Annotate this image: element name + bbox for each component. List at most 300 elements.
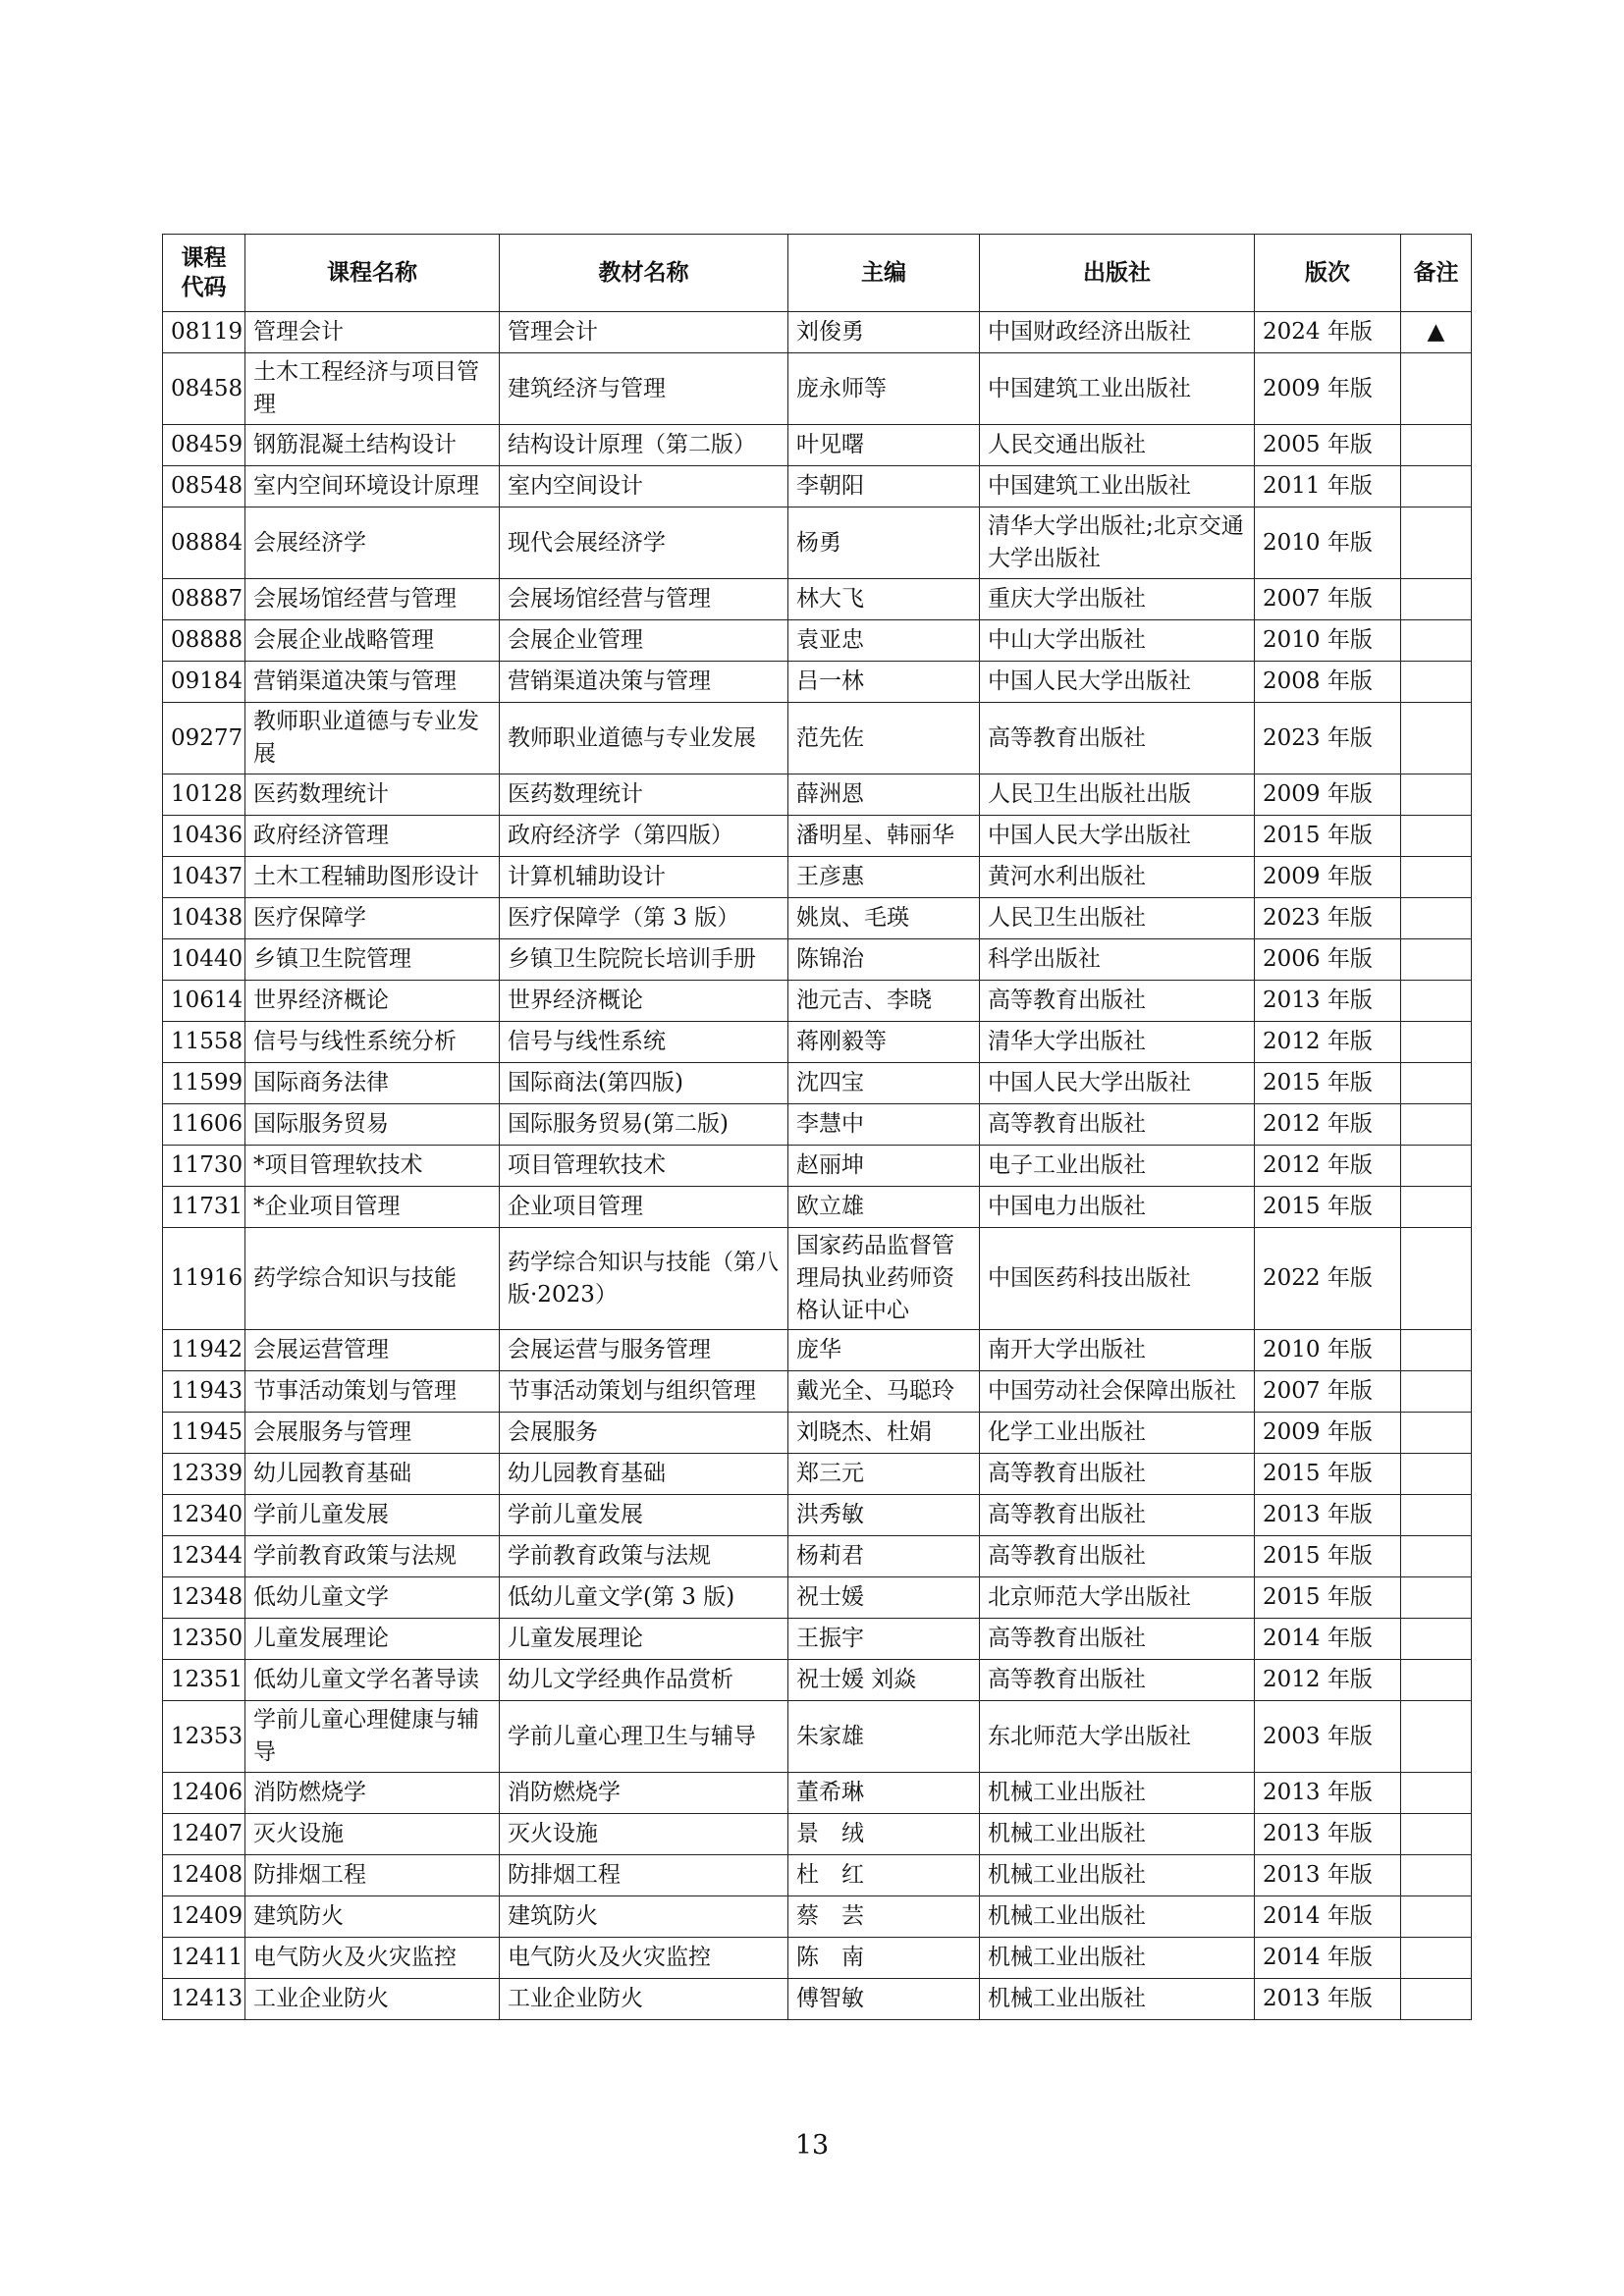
publisher-cell: 机械工业出版社 — [980, 1896, 1255, 1938]
editor-cell: 欧立雄 — [788, 1187, 980, 1228]
table-row — [163, 507, 1472, 579]
edition-cell: 2003 年版 — [1255, 1701, 1401, 1773]
course-name-cell: 低幼儿童文学名著导读 — [245, 1660, 500, 1701]
editor-cell: 戴光全、马聪玲 — [788, 1371, 980, 1413]
publisher-cell: 电子工业出版社 — [980, 1146, 1255, 1187]
editor-cell: 池元吉、李晓 — [788, 981, 980, 1022]
textbook-table — [162, 234, 1472, 2020]
course-name-cell: 土木工程辅助图形设计 — [245, 857, 500, 898]
course-code-cell: 10438 — [163, 898, 245, 939]
publisher-cell: 中国劳动社会保障出版社 — [980, 1371, 1255, 1413]
editor-cell: 沈四宝 — [788, 1063, 980, 1104]
publisher-cell: 中国电力出版社 — [980, 1187, 1255, 1228]
header-course-code: 课程代码 — [163, 235, 245, 312]
publisher-cell: 东北师范大学出版社 — [980, 1701, 1255, 1773]
textbook-name-cell: 结构设计原理（第二版） — [500, 425, 788, 466]
remark-cell — [1401, 1701, 1472, 1773]
course-code-cell: 08884 — [163, 507, 245, 579]
edition-cell: 2013 年版 — [1255, 1979, 1401, 2020]
publisher-cell: 高等教育出版社 — [980, 1619, 1255, 1660]
table-row — [163, 1896, 1472, 1938]
edition-cell: 2009 年版 — [1255, 774, 1401, 816]
editor-cell: 王彦惠 — [788, 857, 980, 898]
course-code-cell: 12350 — [163, 1619, 245, 1660]
edition-cell: 2013 年版 — [1255, 1855, 1401, 1896]
publisher-cell: 中山大学出版社 — [980, 620, 1255, 662]
course-code-cell: 08458 — [163, 353, 245, 425]
table-header-row — [163, 235, 1472, 312]
edition-cell: 2010 年版 — [1255, 620, 1401, 662]
table-row — [163, 703, 1472, 774]
remark-cell — [1401, 1773, 1472, 1814]
edition-cell: 2009 年版 — [1255, 857, 1401, 898]
textbook-name-cell: 建筑防火 — [500, 1896, 788, 1938]
remark-cell — [1401, 1371, 1472, 1413]
remark-cell — [1401, 1896, 1472, 1938]
publisher-cell: 人民卫生出版社出版 — [980, 774, 1255, 816]
remark-cell — [1401, 816, 1472, 857]
publisher-cell: 化学工业出版社 — [980, 1413, 1255, 1454]
edition-cell: 2024 年版 — [1255, 312, 1401, 353]
remark-cell — [1401, 1660, 1472, 1701]
course-name-cell: 会展服务与管理 — [245, 1413, 500, 1454]
table-row — [163, 1814, 1472, 1855]
table-row — [163, 353, 1472, 425]
textbook-name-cell: 节事活动策划与组织管理 — [500, 1371, 788, 1413]
publisher-cell: 机械工业出版社 — [980, 1979, 1255, 2020]
course-name-cell: 医疗保障学 — [245, 898, 500, 939]
textbook-name-cell: 国际服务贸易(第二版) — [500, 1104, 788, 1146]
textbook-name-cell: 会展企业管理 — [500, 620, 788, 662]
editor-cell: 杨勇 — [788, 507, 980, 579]
remark-cell — [1401, 1330, 1472, 1371]
header-edition: 版次 — [1255, 235, 1401, 312]
publisher-cell: 中国建筑工业出版社 — [980, 466, 1255, 507]
edition-cell: 2007 年版 — [1255, 579, 1401, 620]
textbook-name-cell: 灭火设施 — [500, 1814, 788, 1855]
course-code-cell: 08888 — [163, 620, 245, 662]
publisher-cell: 黄河水利出版社 — [980, 857, 1255, 898]
table-row — [163, 1855, 1472, 1896]
course-name-cell: 节事活动策划与管理 — [245, 1371, 500, 1413]
editor-cell: 陈 南 — [788, 1938, 980, 1979]
edition-cell: 2011 年版 — [1255, 466, 1401, 507]
course-name-cell: 会展企业战略管理 — [245, 620, 500, 662]
edition-cell: 2012 年版 — [1255, 1146, 1401, 1187]
remark-cell — [1401, 507, 1472, 579]
remark-cell — [1401, 1454, 1472, 1495]
course-code-cell: 11916 — [163, 1228, 245, 1330]
course-name-cell: 学前儿童发展 — [245, 1495, 500, 1536]
editor-cell: 李慧中 — [788, 1104, 980, 1146]
publisher-cell: 清华大学出版社 — [980, 1022, 1255, 1063]
remark-cell — [1401, 620, 1472, 662]
course-code-cell: 10128 — [163, 774, 245, 816]
editor-cell: 董希琳 — [788, 1773, 980, 1814]
textbook-name-cell: 世界经济概论 — [500, 981, 788, 1022]
course-name-cell: 信号与线性系统分析 — [245, 1022, 500, 1063]
editor-cell: 陈锦治 — [788, 939, 980, 981]
course-name-cell: *企业项目管理 — [245, 1187, 500, 1228]
course-code-cell: 12351 — [163, 1660, 245, 1701]
editor-cell: 刘俊勇 — [788, 312, 980, 353]
course-code-cell: 12348 — [163, 1577, 245, 1619]
editor-cell: 祝士媛 — [788, 1577, 980, 1619]
course-name-cell: 钢筋混凝土结构设计 — [245, 425, 500, 466]
table-row — [163, 466, 1472, 507]
header-remark: 备注 — [1401, 235, 1472, 312]
table-row — [163, 1660, 1472, 1701]
publisher-cell: 中国财政经济出版社 — [980, 312, 1255, 353]
edition-cell: 2015 年版 — [1255, 1063, 1401, 1104]
course-name-cell: 会展运营管理 — [245, 1330, 500, 1371]
course-code-cell: 12339 — [163, 1454, 245, 1495]
course-code-cell: 11730 — [163, 1146, 245, 1187]
textbook-name-cell: 建筑经济与管理 — [500, 353, 788, 425]
remark-cell — [1401, 857, 1472, 898]
edition-cell: 2022 年版 — [1255, 1228, 1401, 1330]
course-name-cell: 建筑防火 — [245, 1896, 500, 1938]
edition-cell: 2023 年版 — [1255, 703, 1401, 774]
editor-cell: 景 绒 — [788, 1814, 980, 1855]
publisher-cell: 南开大学出版社 — [980, 1330, 1255, 1371]
table-row — [163, 662, 1472, 703]
edition-cell: 2015 年版 — [1255, 1454, 1401, 1495]
table-row — [163, 1022, 1472, 1063]
remark-cell — [1401, 353, 1472, 425]
edition-cell: 2007 年版 — [1255, 1371, 1401, 1413]
editor-cell: 潘明星、韩丽华 — [788, 816, 980, 857]
editor-cell: 杜 红 — [788, 1855, 980, 1896]
remark-cell — [1401, 1855, 1472, 1896]
edition-cell: 2008 年版 — [1255, 662, 1401, 703]
course-code-cell: 10437 — [163, 857, 245, 898]
textbook-name-cell: 计算机辅助设计 — [500, 857, 788, 898]
table-row — [163, 816, 1472, 857]
remark-cell: ▲ — [1401, 312, 1472, 353]
remark-cell — [1401, 466, 1472, 507]
textbook-name-cell: 营销渠道决策与管理 — [500, 662, 788, 703]
editor-cell: 李朝阳 — [788, 466, 980, 507]
remark-cell — [1401, 981, 1472, 1022]
course-code-cell: 11599 — [163, 1063, 245, 1104]
table-row — [163, 1938, 1472, 1979]
course-name-cell: 灭火设施 — [245, 1814, 500, 1855]
course-name-cell: 防排烟工程 — [245, 1855, 500, 1896]
course-name-cell: 学前儿童心理健康与辅导 — [245, 1701, 500, 1773]
course-code-cell: 11558 — [163, 1022, 245, 1063]
publisher-cell: 高等教育出版社 — [980, 1495, 1255, 1536]
publisher-cell: 高等教育出版社 — [980, 1104, 1255, 1146]
publisher-cell: 中国医药科技出版社 — [980, 1228, 1255, 1330]
remark-cell — [1401, 898, 1472, 939]
editor-cell: 王振宇 — [788, 1619, 980, 1660]
table-row — [163, 857, 1472, 898]
table-body — [163, 312, 1472, 2020]
remark-cell — [1401, 1619, 1472, 1660]
table-row — [163, 1701, 1472, 1773]
course-code-cell: 09184 — [163, 662, 245, 703]
course-name-cell: 教师职业道德与专业发展 — [245, 703, 500, 774]
editor-cell: 姚岚、毛瑛 — [788, 898, 980, 939]
remark-cell — [1401, 1938, 1472, 1979]
course-code-cell: 12413 — [163, 1979, 245, 2020]
remark-cell — [1401, 1979, 1472, 2020]
remark-cell — [1401, 1146, 1472, 1187]
textbook-name-cell: 电气防火及火灾监控 — [500, 1938, 788, 1979]
editor-cell: 庞永师等 — [788, 353, 980, 425]
edition-cell: 2015 年版 — [1255, 1187, 1401, 1228]
course-name-cell: 土木工程经济与项目管理 — [245, 353, 500, 425]
course-code-cell: 08887 — [163, 579, 245, 620]
course-code-cell: 11606 — [163, 1104, 245, 1146]
editor-cell: 吕一林 — [788, 662, 980, 703]
editor-cell: 赵丽坤 — [788, 1146, 980, 1187]
editor-cell: 朱家雄 — [788, 1701, 980, 1773]
table-row — [163, 620, 1472, 662]
publisher-cell: 人民卫生出版社 — [980, 898, 1255, 939]
table-row — [163, 1619, 1472, 1660]
header-publisher: 出版社 — [980, 235, 1255, 312]
table-row — [163, 1187, 1472, 1228]
editor-cell: 郑三元 — [788, 1454, 980, 1495]
table-row — [163, 1063, 1472, 1104]
publisher-cell: 中国人民大学出版社 — [980, 816, 1255, 857]
course-code-cell: 10436 — [163, 816, 245, 857]
textbook-name-cell: 儿童发展理论 — [500, 1619, 788, 1660]
textbook-name-cell: 会展服务 — [500, 1413, 788, 1454]
course-name-cell: 低幼儿童文学 — [245, 1577, 500, 1619]
edition-cell: 2014 年版 — [1255, 1938, 1401, 1979]
publisher-cell: 科学出版社 — [980, 939, 1255, 981]
table-row — [163, 1454, 1472, 1495]
edition-cell: 2015 年版 — [1255, 1577, 1401, 1619]
textbook-name-cell: 管理会计 — [500, 312, 788, 353]
textbook-name-cell: 低幼儿童文学(第 3 版) — [500, 1577, 788, 1619]
course-code-cell: 11942 — [163, 1330, 245, 1371]
course-name-cell: 药学综合知识与技能 — [245, 1228, 500, 1330]
editor-cell: 薛洲恩 — [788, 774, 980, 816]
editor-cell: 蔡 芸 — [788, 1896, 980, 1938]
table-row — [163, 939, 1472, 981]
table-row — [163, 1330, 1472, 1371]
edition-cell: 2013 年版 — [1255, 1814, 1401, 1855]
textbook-name-cell: 医药数理统计 — [500, 774, 788, 816]
editor-cell: 祝士媛 刘焱 — [788, 1660, 980, 1701]
textbook-name-cell: 信号与线性系统 — [500, 1022, 788, 1063]
edition-cell: 2013 年版 — [1255, 1495, 1401, 1536]
course-name-cell: 政府经济管理 — [245, 816, 500, 857]
course-code-cell: 12407 — [163, 1814, 245, 1855]
course-name-cell: 医药数理统计 — [245, 774, 500, 816]
course-code-cell: 12340 — [163, 1495, 245, 1536]
editor-cell: 林大飞 — [788, 579, 980, 620]
edition-cell: 2013 年版 — [1255, 1773, 1401, 1814]
table-row — [163, 1413, 1472, 1454]
edition-cell: 2009 年版 — [1255, 353, 1401, 425]
course-code-cell: 10614 — [163, 981, 245, 1022]
edition-cell: 2006 年版 — [1255, 939, 1401, 981]
course-code-cell: 10440 — [163, 939, 245, 981]
remark-cell — [1401, 939, 1472, 981]
textbook-name-cell: 现代会展经济学 — [500, 507, 788, 579]
edition-cell: 2015 年版 — [1255, 1536, 1401, 1577]
publisher-cell: 机械工业出版社 — [980, 1938, 1255, 1979]
course-name-cell: 世界经济概论 — [245, 981, 500, 1022]
textbook-table-container — [162, 234, 1471, 2020]
publisher-cell: 中国建筑工业出版社 — [980, 353, 1255, 425]
course-name-cell: 营销渠道决策与管理 — [245, 662, 500, 703]
table-row — [163, 981, 1472, 1022]
table-row — [163, 1979, 1472, 2020]
edition-cell: 2013 年版 — [1255, 981, 1401, 1022]
course-code-cell: 08119 — [163, 312, 245, 353]
edition-cell: 2012 年版 — [1255, 1660, 1401, 1701]
textbook-name-cell: 工业企业防火 — [500, 1979, 788, 2020]
remark-cell — [1401, 1228, 1472, 1330]
editor-cell: 庞华 — [788, 1330, 980, 1371]
textbook-name-cell: 学前儿童心理卫生与辅导 — [500, 1701, 788, 1773]
course-code-cell: 11943 — [163, 1371, 245, 1413]
publisher-cell: 高等教育出版社 — [980, 703, 1255, 774]
header-textbook-name: 教材名称 — [500, 235, 788, 312]
table-row — [163, 1146, 1472, 1187]
table-row — [163, 312, 1472, 353]
course-name-cell: 电气防火及火灾监控 — [245, 1938, 500, 1979]
table-row — [163, 1104, 1472, 1146]
course-code-cell: 12353 — [163, 1701, 245, 1773]
course-name-cell: 管理会计 — [245, 312, 500, 353]
textbook-name-cell: 乡镇卫生院院长培训手册 — [500, 939, 788, 981]
textbook-name-cell: 药学综合知识与技能（第八版·2023） — [500, 1228, 788, 1330]
table-row — [163, 1228, 1472, 1330]
editor-cell: 蒋刚毅等 — [788, 1022, 980, 1063]
course-name-cell: 消防燃烧学 — [245, 1773, 500, 1814]
textbook-name-cell: 幼儿文学经典作品赏析 — [500, 1660, 788, 1701]
course-code-cell: 12344 — [163, 1536, 245, 1577]
page-number: 13 — [794, 2130, 830, 2161]
table-row — [163, 1577, 1472, 1619]
publisher-cell: 中国人民大学出版社 — [980, 1063, 1255, 1104]
edition-cell: 2014 年版 — [1255, 1896, 1401, 1938]
remark-cell — [1401, 662, 1472, 703]
publisher-cell: 机械工业出版社 — [980, 1855, 1255, 1896]
remark-cell — [1401, 1413, 1472, 1454]
textbook-name-cell: 项目管理软技术 — [500, 1146, 788, 1187]
edition-cell: 2023 年版 — [1255, 898, 1401, 939]
course-code-cell: 12408 — [163, 1855, 245, 1896]
course-name-cell: 儿童发展理论 — [245, 1619, 500, 1660]
course-name-cell: 会展场馆经营与管理 — [245, 579, 500, 620]
remark-cell — [1401, 1814, 1472, 1855]
publisher-cell: 高等教育出版社 — [980, 981, 1255, 1022]
textbook-name-cell: 国际商法(第四版) — [500, 1063, 788, 1104]
textbook-name-cell: 学前儿童发展 — [500, 1495, 788, 1536]
textbook-name-cell: 企业项目管理 — [500, 1187, 788, 1228]
editor-cell: 袁亚忠 — [788, 620, 980, 662]
editor-cell: 国家药品监督管理局执业药师资格认证中心 — [788, 1228, 980, 1330]
publisher-cell: 重庆大学出版社 — [980, 579, 1255, 620]
table-row — [163, 1773, 1472, 1814]
remark-cell — [1401, 1063, 1472, 1104]
remark-cell — [1401, 1495, 1472, 1536]
course-code-cell: 08548 — [163, 466, 245, 507]
course-code-cell: 12411 — [163, 1938, 245, 1979]
edition-cell: 2015 年版 — [1255, 816, 1401, 857]
edition-cell: 2005 年版 — [1255, 425, 1401, 466]
course-name-cell: *项目管理软技术 — [245, 1146, 500, 1187]
publisher-cell: 清华大学出版社;北京交通大学出版社 — [980, 507, 1255, 579]
publisher-cell: 北京师范大学出版社 — [980, 1577, 1255, 1619]
remark-cell — [1401, 774, 1472, 816]
publisher-cell: 中国人民大学出版社 — [980, 662, 1255, 703]
textbook-name-cell: 消防燃烧学 — [500, 1773, 788, 1814]
edition-cell: 2009 年版 — [1255, 1413, 1401, 1454]
table-row — [163, 425, 1472, 466]
edition-cell: 2012 年版 — [1255, 1104, 1401, 1146]
textbook-name-cell: 医疗保障学（第 3 版） — [500, 898, 788, 939]
remark-cell — [1401, 1104, 1472, 1146]
edition-cell: 2010 年版 — [1255, 507, 1401, 579]
textbook-name-cell: 会展场馆经营与管理 — [500, 579, 788, 620]
publisher-cell: 机械工业出版社 — [980, 1814, 1255, 1855]
textbook-name-cell: 教师职业道德与专业发展 — [500, 703, 788, 774]
remark-cell — [1401, 1536, 1472, 1577]
editor-cell: 傅智敏 — [788, 1979, 980, 2020]
editor-cell: 范先佐 — [788, 703, 980, 774]
course-name-cell: 会展经济学 — [245, 507, 500, 579]
course-code-cell: 09277 — [163, 703, 245, 774]
textbook-name-cell: 室内空间设计 — [500, 466, 788, 507]
editor-cell: 洪秀敏 — [788, 1495, 980, 1536]
remark-cell — [1401, 1577, 1472, 1619]
course-name-cell: 工业企业防火 — [245, 1979, 500, 2020]
editor-cell: 刘晓杰、杜娟 — [788, 1413, 980, 1454]
textbook-name-cell: 防排烟工程 — [500, 1855, 788, 1896]
remark-cell — [1401, 1022, 1472, 1063]
textbook-name-cell: 幼儿园教育基础 — [500, 1454, 788, 1495]
editor-cell: 叶见曙 — [788, 425, 980, 466]
course-name-cell: 国际商务法律 — [245, 1063, 500, 1104]
textbook-name-cell: 会展运营与服务管理 — [500, 1330, 788, 1371]
course-code-cell: 08459 — [163, 425, 245, 466]
remark-cell — [1401, 579, 1472, 620]
course-name-cell: 室内空间环境设计原理 — [245, 466, 500, 507]
textbook-name-cell: 学前教育政策与法规 — [500, 1536, 788, 1577]
course-name-cell: 学前教育政策与法规 — [245, 1536, 500, 1577]
table-row — [163, 774, 1472, 816]
publisher-cell: 高等教育出版社 — [980, 1454, 1255, 1495]
table-row — [163, 579, 1472, 620]
header-editor: 主编 — [788, 235, 980, 312]
header-course-name: 课程名称 — [245, 235, 500, 312]
remark-cell — [1401, 703, 1472, 774]
textbook-name-cell: 政府经济学（第四版） — [500, 816, 788, 857]
remark-cell — [1401, 425, 1472, 466]
course-name-cell: 国际服务贸易 — [245, 1104, 500, 1146]
publisher-cell: 高等教育出版社 — [980, 1660, 1255, 1701]
table-row — [163, 1371, 1472, 1413]
course-code-cell: 12409 — [163, 1896, 245, 1938]
table-row — [163, 1536, 1472, 1577]
publisher-cell: 高等教育出版社 — [980, 1536, 1255, 1577]
table-row — [163, 898, 1472, 939]
course-name-cell: 乡镇卫生院管理 — [245, 939, 500, 981]
editor-cell: 杨莉君 — [788, 1536, 980, 1577]
publisher-cell: 机械工业出版社 — [980, 1773, 1255, 1814]
edition-cell: 2010 年版 — [1255, 1330, 1401, 1371]
edition-cell: 2012 年版 — [1255, 1022, 1401, 1063]
